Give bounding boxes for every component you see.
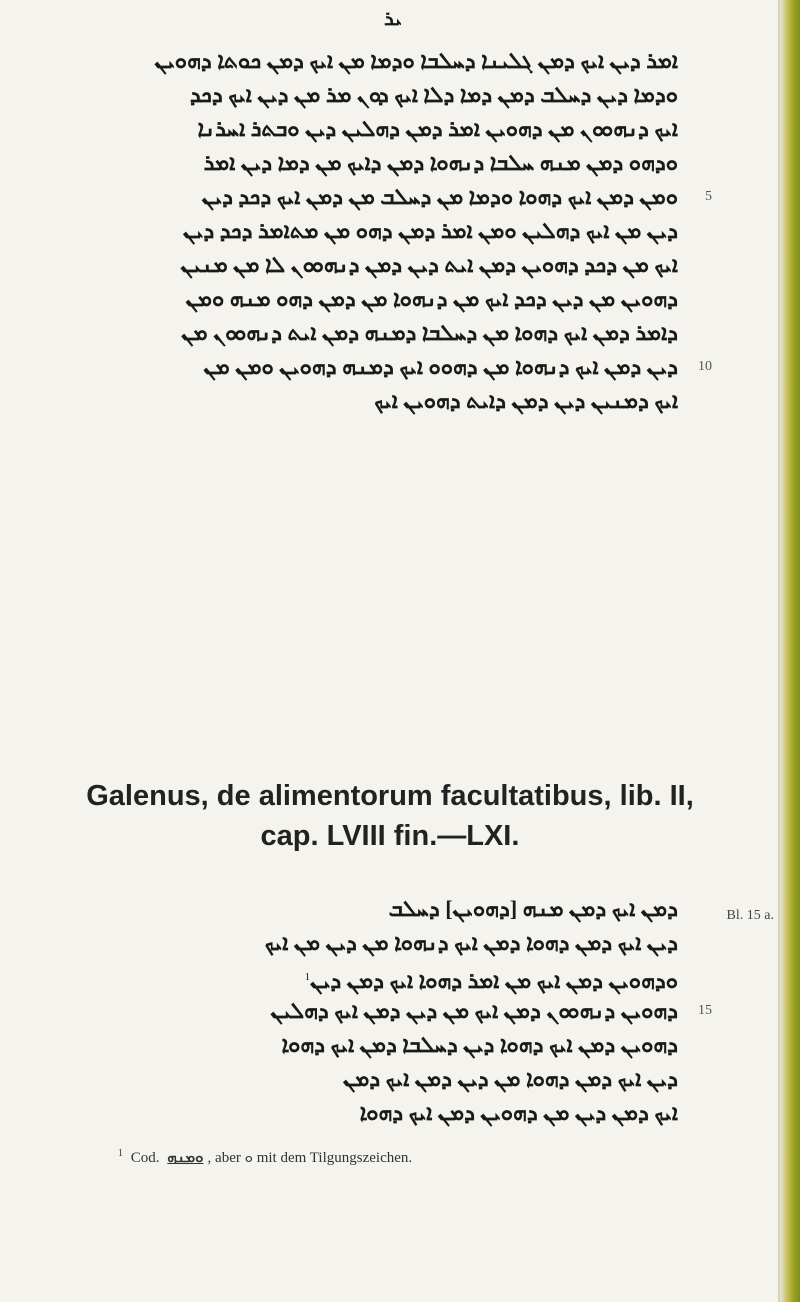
top-syriac-line: [118, 316, 678, 350]
syriac-text-block-bottom: [118, 892, 712, 1130]
top-syriac-line-text: ܕܐܡܪ ܕܡܢ ܐܝܟ ܕܗܘܐ ܡܢ ܕܚܠܒܐ ܕܡܢܗ ܕܡܢ ܐܝܬ ܕܢܗܘܘܢ ܡܢ: [181, 320, 678, 345]
top-syriac-line-text: ܕܝܢ ܡܢ ܐܝܟ ܕܗܠܝܢ ܘܡܢ ܐܡܪ ܕܡܢ ܕܗܘ ܡܢ ܡܬܐܡܪ ܕܟܕ ܕܝܢ: [182, 218, 678, 243]
top-syriac-line-text: ܕܗܘܝܢ ܡܢ ܕܝܢ ܕܟܕ ܐܝܟ ܡܢ ܕܢܗܘܐ ܡܢ ܕܡܢ ܕܗܘ ܡܢܗ ܘܡܢ: [185, 286, 678, 311]
footnote-reference-mark: 1: [304, 971, 311, 983]
bottom-syriac-line: [118, 926, 678, 960]
top-syriac-line: [118, 146, 678, 180]
folio-reference: Bl. 15 a.: [726, 908, 774, 923]
top-syriac-line-text: ܐܝܟ ܕܡܢܝܢ ܕܝܢ ܕܡܢ ܕܐܝܬ ܕܗܘܝܢ ܐܝܟ: [374, 388, 678, 413]
bottom-syriac-line: [118, 892, 678, 926]
bottom-syriac-line-text: ܕܡܢ ܐܝܟ ܕܡܢ ܡܢܗ [ܕܗܘܝܢ] ܕܚܠܒ: [388, 896, 678, 921]
title-line-2: cap. LVIII fin.—LXI.: [260, 820, 520, 852]
top-syriac-line-text: ܘܡܢ ܕܡܢ ܐܝܟ ܕܗܘܐ ܘܕܡܐ ܡܢ ܕܚܠܒ ܡܢ ܕܡܢ ܐܝܟ ܕܟܕ ܕܝܢ: [201, 184, 678, 209]
footnote-prefix: Cod.: [130, 1150, 160, 1166]
top-syriac-line-text: ܐܝܟ ܡܢ ܕܟܕ ܕܗܘܝܢ ܕܡܢ ܐܝܬ ܕܝܢ ܕܡܢ ܕܢܗܘܘܢ ܠܐ ܡܢ ܡܢܝܢ: [180, 252, 678, 277]
footnote-syriac: ܘܡܢܗ: [167, 1150, 204, 1166]
bottom-syriac-line-text: ܕܝܢ ܐܝܟ ܕܡܢ ܕܗܘܐ ܕܡܢ ܐܝܟ ܕܢܗܘܐ ܡܢ ܕܝܢ ܡܢ ܐܝܟ: [264, 930, 678, 955]
page-edge: [780, 0, 800, 1302]
top-syriac-line: [118, 180, 712, 214]
section-title: [0, 776, 780, 856]
page-number: ܝܪ: [384, 8, 402, 30]
syriac-text-block-top: [118, 8, 712, 418]
footnote: [118, 1148, 412, 1167]
top-syriac-line: [118, 78, 678, 112]
footnote-suffix: , aber ܘ mit dem Tilgungszeichen.: [207, 1150, 413, 1166]
bottom-syriac-line: [118, 994, 712, 1028]
top-syriac-line-text: ܐܝܟ ܕܢܗܘܘܢ ܡܢ ܕܗܘܝܢ ܐܡܪ ܕܡܢ ܕܗܠܝܢ ܕܝܢ ܘܒܬܪ ܐܚܪܢܐ: [197, 116, 678, 141]
line-number-marker: 15: [698, 1003, 712, 1018]
top-syriac-line: [118, 214, 678, 248]
top-syriac-line: [118, 248, 678, 282]
top-syriac-line-text: ܐܡܪ ܕܝܢ ܐܝܟ ܕܡܢ ܓܠܝܢܐ ܕܚܠܒܐ ܘܕܡܐ ܡܢ ܐܝܟ ܕܡܢ ܟܘܬܐ ܕܗܘܝܢ: [154, 48, 678, 73]
bottom-syriac-line-text: ܕܗܘܝܢ ܕܡܢ ܐܝܟ ܕܗܘܐ ܕܝܢ ܕܚܠܒܐ ܕܡܢ ܐܝܟ ܕܗܘܐ: [281, 1032, 678, 1057]
top-syriac-line-text: ܕܝܢ ܕܡܢ ܐܝܟ ܕܢܗܘܐ ܡܢ ܕܗܘܘ ܐܝܟ ܕܡܢܗ ܕܗܘܝܢ ܘܡܢ ܡܢ: [203, 354, 678, 379]
top-syriac-line: [118, 384, 678, 418]
top-syriac-line: [118, 350, 712, 384]
top-syriac-line: [118, 112, 678, 146]
footnote-number: 1: [118, 1148, 123, 1159]
page-edge-line: [778, 0, 780, 1302]
title-line-1: Galenus, de alimentorum facultatibus, lib. II,: [86, 780, 694, 812]
bottom-syriac-line: [118, 960, 678, 994]
bottom-syriac-line-text: ܐܝܟ ܕܡܢ ܕܝܢ ܡܢ ܕܗܘܝܢ ܕܡܢ ܐܝܟ ܕܗܘܐ: [359, 1100, 678, 1125]
top-syriac-line-text: ܘܕܗܘ ܕܡܢ ܡܢܗ ܚܠܒܐ ܕܢܗܘܐ ܕܡܢ ܕܐܝܟ ܡܢ ܕܡܐ ܕܝܢ ܐܡܪ: [203, 150, 678, 175]
bottom-syriac-line-text: ܘܕܗܘܝܢ ܕܡܢ ܐܝܟ ܡܢ ܐܡܪ ܕܗܘܐ ܐܝܟ ܕܡܢ ܕܝܢ: [310, 968, 678, 994]
bottom-syriac-line: [118, 1028, 678, 1062]
bottom-syriac-line: [118, 1096, 678, 1130]
line-number-marker: 10: [698, 359, 712, 374]
top-syriac-line-text: ܘܕܡܐ ܕܝܢ ܕܚܠܒ ܕܡܢ ܕܡܐ ܕܠܐ ܐܝܟ ܕܘܢ ܡܪ ܡܢ ܕܝܢ ܐܝܟ ܕܟܕ: [189, 82, 678, 107]
bottom-syriac-line-text: ܕܝܢ ܐܝܟ ܕܡܢ ܕܗܘܐ ܡܢ ܕܝܢ ܕܡܢ ܐܝܟ ܕܡܢ: [343, 1066, 678, 1091]
line-number-marker: 5: [705, 189, 712, 204]
bottom-syriac-line-text: ܕܗܘܝܢ ܕܢܗܘܘܢ ܕܡܢ ܐܝܟ ܡܢ ܕܝܢ ܕܡܢ ܐܝܟ ܕܗܠܝܢ: [270, 998, 678, 1023]
top-syriac-line: [118, 44, 678, 78]
top-syriac-line: [118, 282, 678, 316]
bottom-syriac-line: [118, 1062, 678, 1096]
